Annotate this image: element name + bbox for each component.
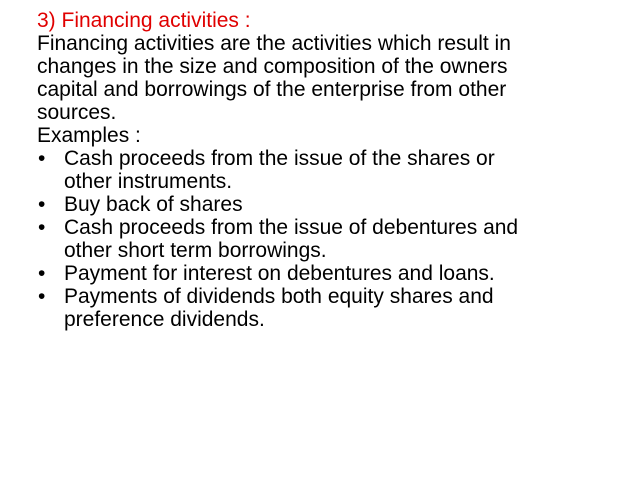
list-item-line: Buy back of shares <box>64 193 243 216</box>
list-item <box>37 285 627 331</box>
list-item-line: other instruments. <box>64 170 233 193</box>
list-item-line: Cash proceeds from the issue of debentures and <box>64 216 519 239</box>
list-item <box>37 216 627 262</box>
list-item-line: preference dividends. <box>64 308 265 331</box>
bullet-icon: • <box>38 216 46 239</box>
intro-paragraph <box>37 32 627 124</box>
slide-content <box>37 9 627 331</box>
intro-line: capital and borrowings of the enterprise from other <box>37 78 507 101</box>
bullet-icon: • <box>38 262 46 285</box>
list-item-line: Cash proceeds from the issue of the shares or <box>64 147 495 170</box>
bullet-icon: • <box>38 147 46 170</box>
intro-line: changes in the size and composition of the owners <box>37 55 508 78</box>
examples-label: Examples : <box>37 124 141 147</box>
list-item-line: Payment for interest on debentures and loans. <box>64 262 495 285</box>
section-heading: 3) Financing activities : <box>37 9 251 32</box>
list-item <box>37 147 627 193</box>
intro-line: Financing activities are the activities which result in <box>37 32 511 55</box>
intro-line: sources. <box>37 101 117 124</box>
examples-list <box>37 147 627 331</box>
bullet-icon: • <box>38 285 46 308</box>
list-item-line: Payments of dividends both equity shares and <box>64 285 494 308</box>
list-item <box>37 193 627 216</box>
list-item-line: other short term borrowings. <box>64 239 327 262</box>
list-item <box>37 262 627 285</box>
bullet-icon: • <box>38 193 46 216</box>
